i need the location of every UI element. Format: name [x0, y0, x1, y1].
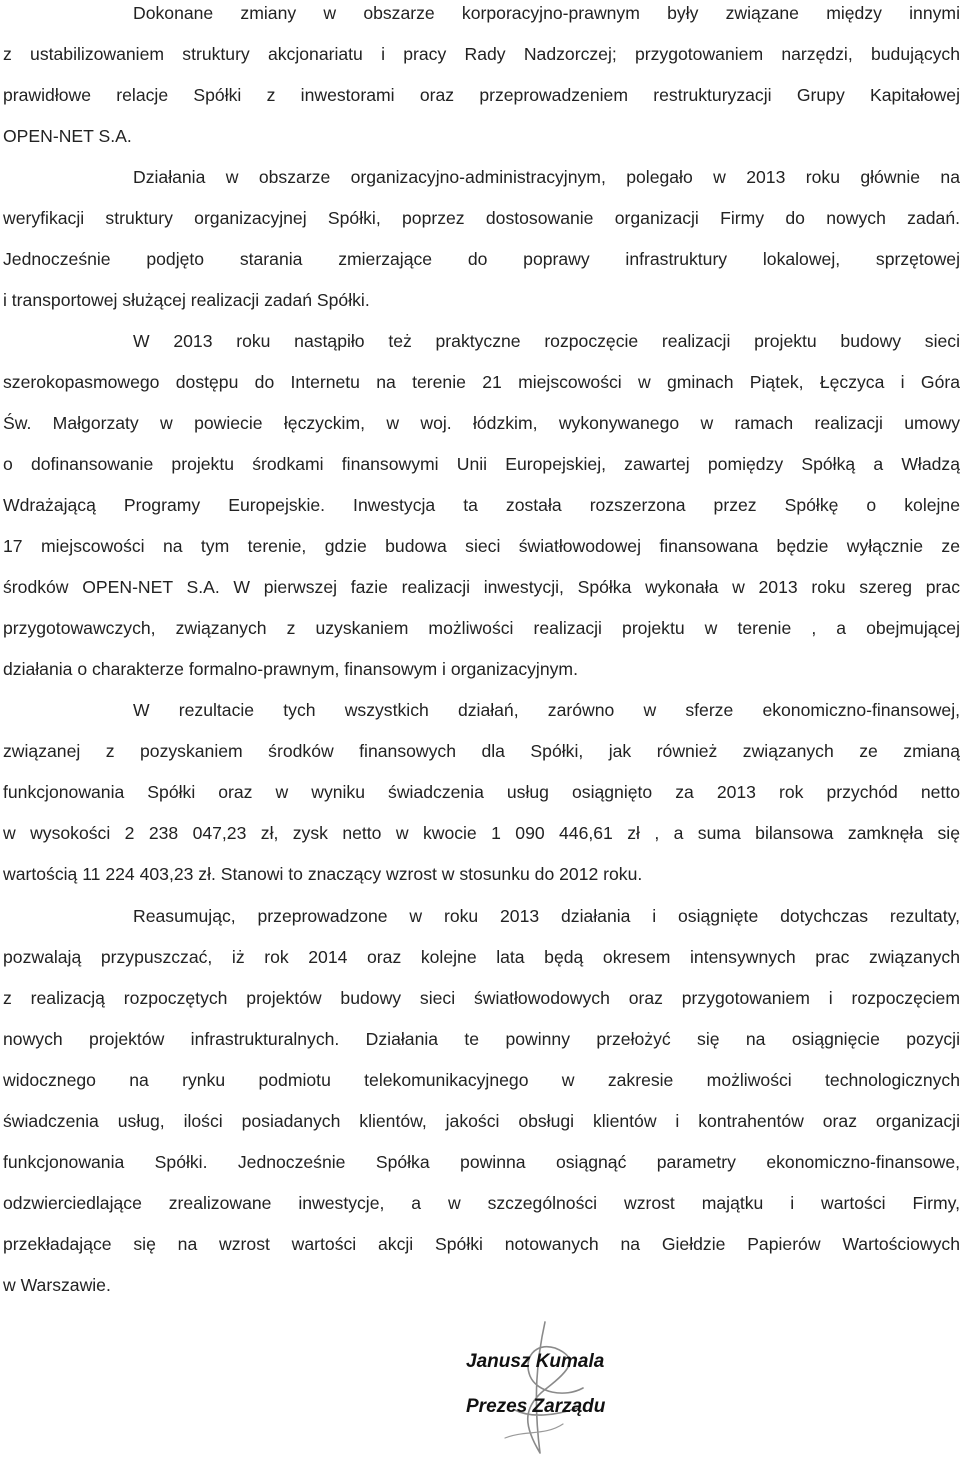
paragraph-5-line-2: pozwalają przypuszczać, iż rok 2014 oraz kolejne lata będą okresem intensywnych prac związanych [3, 947, 960, 967]
paragraph-5-line-10: w Warszawie. [3, 1275, 111, 1295]
paragraph-4-line-4: w wysokości 2 238 047,23 zł, zysk netto w kwocie 1 090 446,61 zł , a suma bilansowa zamknęła się [3, 823, 960, 843]
paragraph-3-line-9: działania o charakterze formalno-prawnym, finansowym i organizacyjnym. [3, 659, 578, 679]
paragraph-5-line-9: przekładające się na wzrost wartości akcji Spółki notowanych na Giełdzie Papierów Wartościowych [3, 1234, 960, 1254]
paragraph-4-line-5: wartością 11 224 403,23 zł. Stanowi to znaczący wzrost w stosunku do 2012 roku. [3, 864, 643, 884]
paragraph-4-line-2: związanej z pozyskaniem środków finansowych dla Spółki, jak również związanych ze zmianą [3, 741, 960, 761]
paragraph-5-line-3: z realizacją rozpoczętych projektów budowy sieci światłowodowych oraz przygotowaniem i rozpoczęciem [3, 988, 960, 1008]
paragraph-5-line-1: Reasumując, przeprowadzone w roku 2013 działania i osiągnięte dotychczas rezultaty, [133, 906, 960, 926]
paragraph-1-line-1: Dokonane zmiany w obszarze korporacyjno-prawnym były związane między innymi [133, 3, 960, 23]
paragraph-5-line-6: świadczenia usług, ilości posiadanych klientów, jakości obsługi klientów i kontrahentów oraz organizacji [3, 1111, 960, 1131]
paragraph-5-line-7: funkcjonowania Spółki. Jednocześnie Spółka powinna osiągnąć parametry ekonomiczno-finansowe, [3, 1152, 960, 1172]
handwritten-signature [485, 1318, 595, 1458]
paragraph-1-line-4: OPEN-NET S.A. [3, 126, 132, 146]
paragraph-1-line-3: prawidłowe relacje Spółki z inwestorami oraz przeprowadzeniem restrukturyzacji Grupy Kapitałowej [3, 85, 960, 105]
paragraph-3-line-5: Wdrażającą Programy Europejskie. Inwestycja ta została rozszerzona przez Spółkę o kolejne [3, 495, 960, 515]
paragraph-5-line-5: widocznego na rynku podmiotu telekomunikacyjnego w zakresie możliwości technologicznych [3, 1070, 960, 1090]
paragraph-5-line-8: odzwierciedlające zrealizowane inwestycje, a w szczególności wzrost majątku i wartości Firmy, [3, 1193, 960, 1213]
signatory-title: Prezes Zarządu [466, 1396, 606, 1417]
paragraph-3-line-1: W 2013 roku nastąpiło też praktyczne rozpoczęcie realizacji projektu budowy sieci [133, 331, 960, 351]
paragraph-2-line-4: i transportowej służącej realizacji zadań Spółki. [3, 290, 370, 310]
paragraph-4-line-3: funkcjonowania Spółki oraz w wyniku świadczenia usług osiągnięto za 2013 rok przychód netto [3, 782, 960, 802]
paragraph-3-line-3: Św. Małgorzaty w powiecie łęczyckim, w woj. łódzkim, wykonywanego w ramach realizacji umowy [3, 413, 960, 433]
paragraph-3-line-8: przygotowawczych, związanych z uzyskaniem możliwości realizacji projektu w terenie , a obejmującej [3, 618, 960, 638]
paragraph-2-line-3: Jednocześnie podjęto starania zmierzające do poprawy infrastruktury lokalowej, sprzętowej [3, 249, 960, 269]
paragraph-3-line-2: szerokopasmowego dostępu do Internetu na terenie 21 miejscowości w gminach Piątek, Łęczyca i Góra [3, 372, 960, 392]
paragraph-2-line-1: Działania w obszarze organizacyjno-administracyjnym, polegało w 2013 roku głównie na [133, 167, 960, 187]
signatory-name: Janusz Kumala [466, 1351, 605, 1372]
paragraph-4-line-1: W rezultacie tych wszystkich działań, zarówno w sferze ekonomiczno-finansowej, [133, 700, 960, 720]
paragraph-3-line-6: 17 miejscowości na tym terenie, gdzie budowa sieci światłowodowej finansowana będzie wyłącznie ze [3, 536, 960, 556]
paragraph-2-line-2: weryfikacji struktury organizacyjnej Spółki, poprzez dostosowanie organizacji Firmy do nowych zadań. [3, 208, 960, 228]
paragraph-5-line-4: nowych projektów infrastrukturalnych. Działania te powinny przełożyć się na osiągnięcie pozycji [3, 1029, 960, 1049]
paragraph-3-line-4: o dofinansowanie projektu środkami finansowymi Unii Europejskiej, zawartej pomiędzy Spółką a Władzą [3, 454, 960, 474]
paragraph-1-line-2: z ustabilizowaniem struktury akcjonariatu i pracy Rady Nadzorczej; przygotowaniem narzędzi, budujących [3, 44, 960, 64]
paragraph-3-line-7: środków OPEN-NET S.A. W pierwszej fazie realizacji inwestycji, Spółka wykonała w 2013 roku szereg prac [3, 577, 960, 597]
